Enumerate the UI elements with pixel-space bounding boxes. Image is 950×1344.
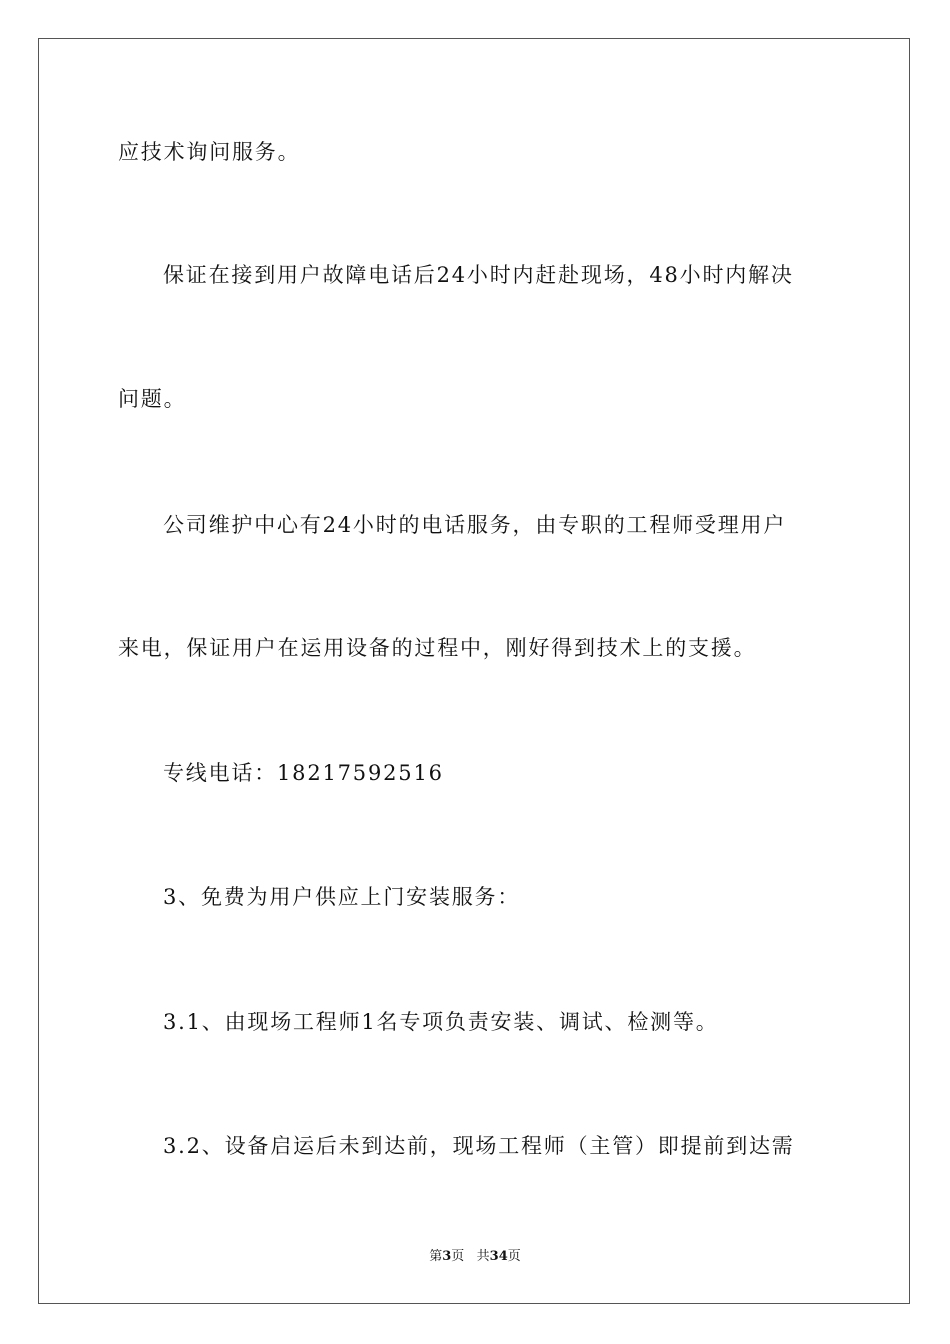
footer-prefix: 第	[429, 1249, 443, 1264]
paragraph-line-2: 保证在接到用户故障电话后24小时内赶赴现场，48小时内解决	[163, 263, 794, 287]
footer-middle: 页 共	[451, 1249, 490, 1264]
paragraph-line-1: 应技术询问服务。	[118, 140, 301, 164]
section-3-heading: 3、免费为用户供应上门安装服务：	[163, 885, 521, 909]
page-frame	[38, 38, 910, 1304]
section-3-2-line: 3.2、设备启运后未到达前，现场工程师（主管）即提前到达需	[163, 1134, 795, 1158]
footer-suffix: 页	[507, 1249, 521, 1264]
page-footer	[0, 1248, 950, 1266]
paragraph-line-4: 公司维护中心有24小时的电话服务，由专职的工程师受理用户	[163, 513, 787, 537]
section-3-1-line: 3.1、由现场工程师1名专项负责安装、调试、检测等。	[163, 1010, 719, 1034]
footer-page-number: 3	[442, 1249, 452, 1264]
footer-total-pages: 34	[489, 1249, 508, 1264]
paragraph-line-3: 问题。	[118, 387, 187, 411]
hotline-line: 专线电话：18217592516	[163, 761, 444, 785]
paragraph-line-5: 来电，保证用户在运用设备的过程中，刚好得到技术上的支援。	[118, 636, 757, 660]
